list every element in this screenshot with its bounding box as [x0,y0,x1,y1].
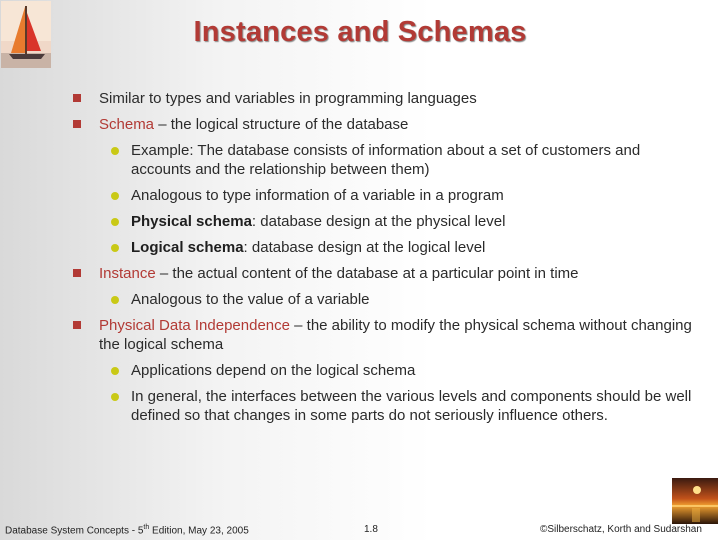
bullet-text: – the ability to modify the physical schema without changing the logical schema [99,317,692,353]
bullet-text: Similar to types and variables in programming languages [99,90,477,107]
sub-bullet-marker [111,296,119,304]
bullet-marker [73,269,81,277]
bullet-text: : database design at the physical level [251,213,506,230]
term-schema: Schema [99,116,155,133]
footer-text: Edition, May 23, 2005 [149,525,249,537]
sub-bullet-marker [111,367,119,375]
bullet-item [99,115,699,134]
bullet-text: Applications depend on the logical schema [131,362,416,379]
sub-bullet-marker [111,244,119,252]
slide-title: Instances and Schemas [193,16,527,48]
footer-text: Database System Concepts - 5 [5,525,144,537]
bullet-text: Example: The database consists of information about a set of customers and accounts and the relationship between them) [131,142,641,178]
bullet-text: : database design at the logical level [243,239,486,256]
sunset-image [672,478,718,524]
sub-bullet-marker [111,147,119,155]
sub-bullet-item [131,238,701,257]
term-physical-data-independence: Physical Data Independence [99,317,290,334]
bullet-item [99,89,699,108]
bullet-text: Analogous to the value of a variable [131,291,370,308]
footer-page-number: 1.8 [364,524,378,535]
bullet-text: In general, the interfaces between the various levels and components should be well defined so that changes in some parts do not seriously influence others. [131,388,692,424]
footer-sup: th [143,524,150,531]
bullet-text: – the logical structure of the database [154,116,409,133]
bullet-text: Analogous to type information of a variable in a program [131,187,504,204]
sub-bullet-marker [111,393,119,401]
footer-copyright: ©Silberschatz, Korth and Sudarshan [540,524,702,535]
bullet-item [99,264,699,283]
term-instance: Instance [99,265,156,282]
bullet-marker [73,120,81,128]
bullet-item [99,316,699,354]
sub-bullet-item [131,387,701,425]
footer-course [5,524,249,536]
bullet-marker [73,94,81,102]
term-physical-schema: Physical schema [131,213,252,230]
sub-bullet-item [131,361,701,380]
sub-bullet-item [131,141,701,179]
sub-bullet-item [131,186,701,205]
sub-bullet-item [131,212,701,231]
sub-bullet-item [131,290,701,309]
sub-bullet-marker [111,192,119,200]
bullet-marker [73,321,81,329]
bullet-text: – the actual content of the database at a particular point in time [155,265,579,282]
term-logical-schema: Logical schema [131,239,244,256]
sub-bullet-marker [111,218,119,226]
